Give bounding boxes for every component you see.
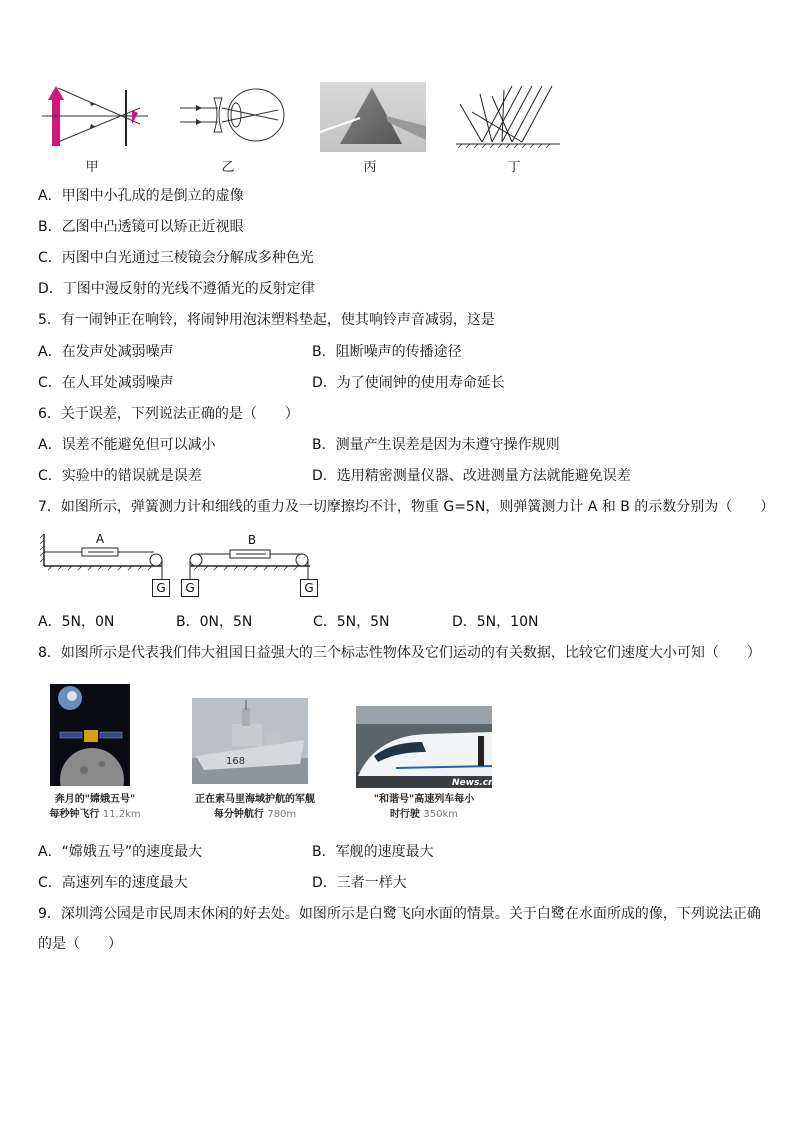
change5-photo [50, 684, 130, 786]
q6-option-a: A．误差不能避免但可以减小 [38, 437, 216, 453]
scale-a-label: A [95, 532, 105, 546]
q7-option-b: B．0N，5N [176, 614, 253, 630]
photo1-caption-line1: 奔月的"嫦娥五号" [54, 794, 136, 805]
svg-text:168: 168 [226, 756, 246, 767]
q4-option-b: B．乙图中凸透镜可以矫正近视眼 [38, 219, 244, 235]
q8-stem: 8．如图所示是代表我们伟大祖国日益强大的三个标志性物体及它们运动的有关数据，比较它们速度大小可知（ ） [38, 645, 761, 661]
photo2-caption-line1: 正在索马里海域护航的军舰 [195, 794, 315, 805]
q5-option-b: B．阻断噪声的传播途径 [312, 344, 462, 360]
photo3-caption-line1: "和谐号"高速列车每小 [373, 794, 475, 805]
q4-option-a: A．甲图中小孔成的是倒立的虚像 [38, 188, 244, 204]
photo2-caption-line2: 每分钟航行 [213, 809, 264, 820]
q8-option-d: D．三者一样大 [312, 875, 407, 891]
prism-photo [320, 82, 426, 152]
q8-option-c: C．高速列车的速度最大 [38, 875, 188, 891]
pinhole-diagram [40, 80, 150, 152]
diffuse-reflection-diagram [452, 82, 564, 152]
photo1-caption-line2: 每秒钟飞行 [49, 809, 100, 820]
q8-option-b: B．军舰的速度最大 [312, 844, 434, 860]
q5-option-c: C．在人耳处减弱噪声 [38, 375, 174, 391]
photo3-value: 350km [423, 809, 459, 820]
q6-option-c: C．实验中的错误就是误差 [38, 468, 202, 484]
train-photo [356, 706, 495, 788]
q5-option-d: D．为了使闹钟的使用寿命延长 [312, 375, 505, 391]
scale-b-label: B [247, 533, 257, 547]
q5-option-a: A．在发声处减弱噪声 [38, 344, 174, 360]
weight-box-3: G [300, 579, 318, 597]
photo3-caption-line2: 时行驶 [389, 809, 420, 820]
q7-option-d: D．5N，10N [452, 614, 539, 630]
q7-option-a: A．5N，0N [38, 614, 115, 630]
q6-option-b: B．测量产生误差是因为未遵守操作规则 [312, 437, 560, 453]
spring-scale-diagram [40, 530, 320, 600]
photo1-value: 11.2km [102, 809, 141, 820]
train-watermark: News.cn [452, 778, 495, 788]
q7-option-c: C．5N，5N [313, 614, 390, 630]
q9-stem-line2: 的是（ ） [38, 936, 122, 952]
q8-option-a: A．“嫦娥五号”的速度最大 [38, 844, 203, 860]
caption-ding: 丁 [507, 160, 521, 175]
eye-lens-diagram [178, 86, 288, 146]
photo2-value: 780m [267, 809, 297, 820]
warship-photo [192, 698, 308, 784]
caption-yi: 乙 [221, 160, 235, 175]
q4-option-d: D．丁图中漫反射的光线不遵循光的反射定律 [38, 281, 315, 297]
q6-stem: 6．关于误差，下列说法正确的是（ ） [38, 406, 299, 422]
weight-box-2: G [181, 579, 199, 597]
q4-option-c: C．丙图中白光通过三棱镜会分解成多种色光 [38, 250, 314, 266]
caption-jia: 甲 [85, 160, 99, 175]
q6-option-d: D．选用精密测量仪器、改进测量方法就能避免误差 [312, 468, 631, 484]
q9-stem-line1: 9．深圳湾公园是市民周末休闲的好去处。如图所示是白鹭飞向水面的情景。关于白鹭在水面所成的像，下列说法正确 [38, 906, 761, 922]
q7-stem: 7．如图所示，弹簧测力计和细线的重力及一切摩擦均不计，物重 G=5N，则弹簧测力计 A 和 B 的示数分别为（ ） [38, 499, 775, 515]
weight-box-1: G [152, 579, 170, 597]
q5-stem: 5．有一闹钟正在响铃，将闹钟用泡沫塑料垫起，使其响铃声音减弱，这是 [38, 312, 495, 328]
caption-bing: 丙 [363, 160, 377, 175]
